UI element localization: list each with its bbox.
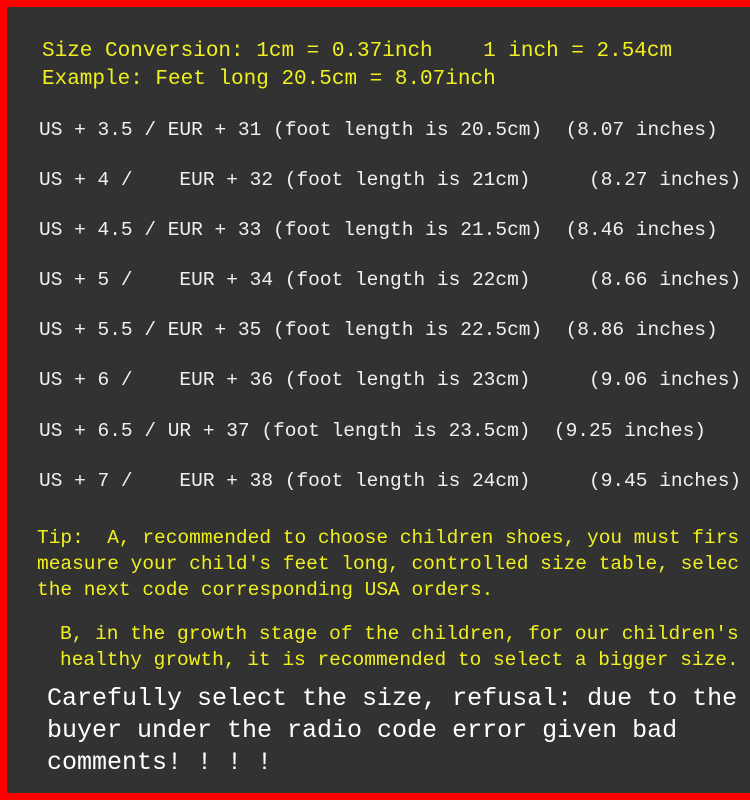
size-row: US + 5 / EUR + 34 (foot length is 22cm) (8.66 inches) — [39, 269, 742, 291]
tip-a-line: measure your child's feet long, controlled size table, selec — [37, 553, 740, 575]
size-row: US + 4.5 / EUR + 33 (foot length is 21.5cm) (8.46 inches) — [39, 219, 718, 241]
size-row: US + 5.5 / EUR + 35 (foot length is 22.5cm) (8.86 inches) — [39, 319, 718, 341]
tip-a-line: Tip: A, recommended to choose children shoes, you must firs — [37, 527, 740, 549]
tip-b — [60, 621, 739, 673]
size-row: US + 6 / EUR + 36 (foot length is 23cm) (9.06 inches) — [39, 369, 742, 391]
size-row: US + 7 / EUR + 38 (foot length is 24cm) (9.45 inches) — [39, 470, 742, 492]
example-line: Example: Feet long 20.5cm = 8.07inch — [42, 68, 496, 91]
tip-b-line: B, in the growth stage of the children, for our children's — [60, 623, 739, 645]
size-row: US + 6.5 / UR + 37 (foot length is 23.5cm) (9.25 inches) — [39, 420, 707, 442]
warning-line: Carefully select the size, refusal: due to the — [47, 684, 738, 713]
warning-line: comments! ! ! ! — [47, 748, 273, 777]
conversion-header — [42, 38, 672, 94]
size-warning — [47, 683, 737, 779]
tip-a — [37, 525, 739, 603]
size-row: US + 3.5 / EUR + 31 (foot length is 20.5cm) (8.07 inches) — [39, 119, 718, 141]
tip-b-line: healthy growth, it is recommended to select a bigger size. — [60, 649, 739, 671]
tip-a-line: the next code corresponding USA orders. — [37, 579, 494, 601]
size-row: US + 4 / EUR + 32 (foot length is 21cm) (8.27 inches) — [39, 169, 742, 191]
warning-line: buyer under the radio code error given bad — [47, 716, 678, 745]
size-chart-panel — [7, 7, 750, 793]
conversion-line: Size Conversion: 1cm = 0.37inch 1 inch = 2.54cm — [42, 40, 673, 63]
